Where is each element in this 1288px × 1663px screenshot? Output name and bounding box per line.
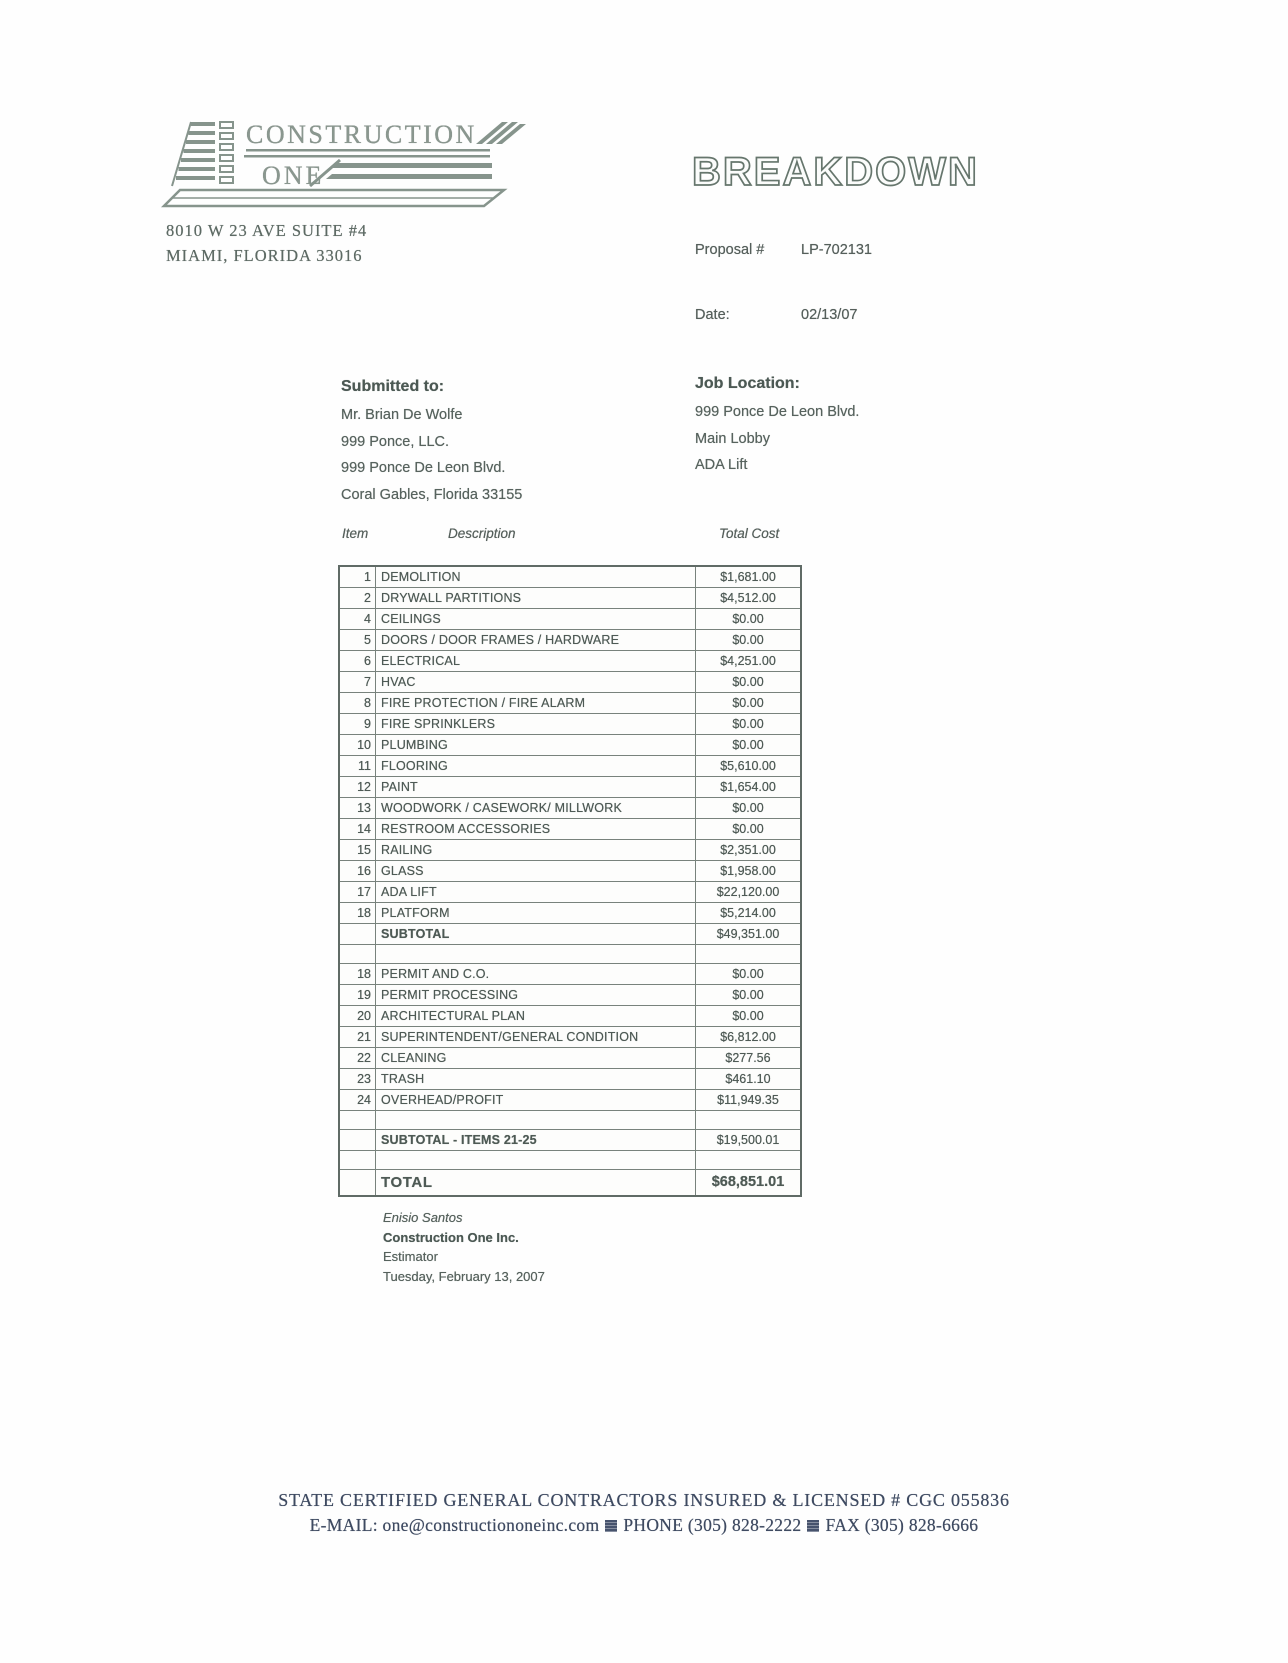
cell-description xyxy=(376,945,696,963)
cell-item-number xyxy=(340,1111,376,1129)
cell-total-cost: $0.00 xyxy=(732,696,764,710)
cell-description: SUBTOTAL xyxy=(376,924,696,944)
table-row xyxy=(340,1151,800,1170)
cell-total-cost xyxy=(696,945,800,963)
logo-text-one: ONE xyxy=(262,161,325,190)
cell-item-number xyxy=(340,945,376,963)
cell-item-number: 15 xyxy=(340,840,376,860)
cell-description: TOTAL xyxy=(376,1170,696,1195)
table-row xyxy=(340,588,800,609)
cell-total-cost: $0.00 xyxy=(732,633,764,647)
table-row xyxy=(340,693,800,714)
job-location-line: 999 Ponce De Leon Blvd. xyxy=(695,404,860,420)
table-row xyxy=(340,1090,800,1111)
job-location-section xyxy=(695,375,859,479)
cell-item-number: 11 xyxy=(340,756,376,776)
header-total-cost: Total Cost xyxy=(719,526,780,541)
cell-description: RAILING xyxy=(376,840,696,860)
date-value: 02/13/07 xyxy=(801,307,858,323)
cell-description: WOODWORK / CASEWORK/ MILLWORK xyxy=(376,798,696,818)
table-row xyxy=(340,777,800,798)
table-row xyxy=(340,1111,800,1130)
cell-total-cost: $2,351.00 xyxy=(720,843,776,857)
footer-license-line: STATE CERTIFIED GENERAL CONTRACTORS INSURED & LICENSED # CGC 055836 xyxy=(278,1490,1010,1510)
table-row xyxy=(340,924,800,945)
cell-total-cost: $0.00 xyxy=(732,738,764,752)
date-label: Date: xyxy=(695,307,730,323)
table-row xyxy=(340,945,800,964)
cell-item-number xyxy=(340,1151,376,1169)
job-location-line: ADA Lift xyxy=(695,457,748,473)
cell-item-number: 22 xyxy=(340,1048,376,1068)
cell-item-number: 9 xyxy=(340,714,376,734)
estimator-company: Construction One Inc. xyxy=(383,1229,519,1245)
cell-total-cost xyxy=(696,1111,800,1129)
table-row xyxy=(340,609,800,630)
submitted-to-line: 999 Ponce De Leon Blvd. xyxy=(341,460,506,476)
header-description: Description xyxy=(448,526,516,541)
table-row xyxy=(340,1048,800,1069)
table-row xyxy=(340,1130,800,1151)
cell-item-number: 2 xyxy=(340,588,376,608)
cell-total-cost: $22,120.00 xyxy=(716,885,780,899)
cell-item-number: 16 xyxy=(340,861,376,881)
cell-total-cost: $1,654.00 xyxy=(720,780,776,794)
table-row xyxy=(340,1027,800,1048)
cell-total-cost: $4,512.00 xyxy=(720,591,776,605)
cell-total-cost: $5,214.00 xyxy=(720,906,776,920)
footer xyxy=(0,1488,1288,1538)
cell-item-number xyxy=(340,1130,376,1150)
footer-fax: FAX (305) 828-6666 xyxy=(825,1515,979,1535)
footer-phone: PHONE (305) 828-2222 xyxy=(623,1515,802,1535)
cell-item-number: 14 xyxy=(340,819,376,839)
cell-total-cost: $68,851.01 xyxy=(711,1174,785,1190)
cell-description: OVERHEAD/PROFIT xyxy=(376,1090,696,1110)
table-row xyxy=(340,861,800,882)
cell-item-number: 19 xyxy=(340,985,376,1005)
cell-item-number: 1 xyxy=(340,567,376,587)
table-row xyxy=(340,672,800,693)
logo-text-construction: CONSTRUCTION xyxy=(246,120,477,149)
cell-item-number: 10 xyxy=(340,735,376,755)
submitted-to-line: Coral Gables, Florida 33155 xyxy=(341,486,523,503)
cell-total-cost: $4,251.00 xyxy=(720,654,776,668)
cell-item-number xyxy=(340,924,376,944)
cell-total-cost: $0.00 xyxy=(732,675,764,689)
cell-item-number: 21 xyxy=(340,1027,376,1047)
header-item: Item xyxy=(342,526,369,541)
cell-item-number: 7 xyxy=(340,672,376,692)
company-address-line2: MIAMI, FLORIDA 33016 xyxy=(166,246,363,265)
cell-item-number: 20 xyxy=(340,1006,376,1026)
cell-total-cost: $0.00 xyxy=(732,967,764,981)
table-row xyxy=(340,756,800,777)
signature-date: Tuesday, February 13, 2007 xyxy=(383,1268,545,1284)
footer-email: E-MAIL: one@constructiononeinc.com xyxy=(309,1515,600,1535)
company-address xyxy=(166,218,367,268)
cell-item-number: 13 xyxy=(340,798,376,818)
cell-total-cost: $0.00 xyxy=(732,1009,764,1023)
cost-table xyxy=(338,565,802,1197)
cell-total-cost: $0.00 xyxy=(732,822,764,836)
cell-description: DRYWALL PARTITIONS xyxy=(376,588,696,608)
cell-total-cost: $0.00 xyxy=(732,988,764,1002)
cell-item-number: 24 xyxy=(340,1090,376,1110)
company-address-line1: 8010 W 23 AVE SUITE #4 xyxy=(166,221,368,240)
cell-description: FIRE PROTECTION / FIRE ALARM xyxy=(376,693,696,713)
table-row xyxy=(340,1069,800,1090)
cell-total-cost: $49,351.00 xyxy=(716,927,780,941)
submitted-to-line: Mr. Brian De Wolfe xyxy=(341,407,463,423)
cell-item-number: 18 xyxy=(340,964,376,984)
cell-total-cost xyxy=(696,1151,800,1169)
cell-description: PAINT xyxy=(376,777,696,797)
cell-description xyxy=(376,1111,696,1129)
separator-square-icon xyxy=(605,1520,617,1532)
separator-square-icon xyxy=(807,1520,819,1532)
table-row xyxy=(340,630,800,651)
cell-item-number: 4 xyxy=(340,609,376,629)
cell-description: FLOORING xyxy=(376,756,696,776)
table-row xyxy=(340,714,800,735)
cell-description: DOORS / DOOR FRAMES / HARDWARE xyxy=(376,630,696,650)
table-row xyxy=(340,1170,800,1195)
table-row xyxy=(340,964,800,985)
cell-total-cost: $1,681.00 xyxy=(720,570,776,584)
cell-description: FIRE SPRINKLERS xyxy=(376,714,696,734)
cell-description: TRASH xyxy=(376,1069,696,1089)
job-location-line: Main Lobby xyxy=(695,430,770,447)
cell-description: PERMIT AND C.O. xyxy=(376,964,696,984)
cell-description: PLUMBING xyxy=(376,735,696,755)
cell-item-number: 18 xyxy=(340,903,376,923)
cell-total-cost: $6,812.00 xyxy=(720,1030,776,1044)
table-row xyxy=(340,1006,800,1027)
cell-item-number: 5 xyxy=(340,630,376,650)
table-row xyxy=(340,798,800,819)
table-row xyxy=(340,819,800,840)
proposal-number-label: Proposal # xyxy=(695,242,765,258)
table-row xyxy=(340,882,800,903)
cell-description: GLASS xyxy=(376,861,696,881)
cell-total-cost: $461.10 xyxy=(725,1072,771,1086)
job-location-heading: Job Location: xyxy=(695,375,800,392)
cell-total-cost: $5,610.00 xyxy=(720,759,776,773)
submitted-to-section xyxy=(341,378,522,508)
construction-one-logo xyxy=(158,110,530,212)
cell-item-number xyxy=(340,1170,376,1195)
document-title: BREAKDOWN xyxy=(692,150,979,194)
cell-total-cost: $0.00 xyxy=(732,717,764,731)
footer-contact-line xyxy=(0,1512,1288,1538)
cell-description: ADA LIFT xyxy=(376,882,696,902)
table-row xyxy=(340,840,800,861)
cell-total-cost: $0.00 xyxy=(732,801,764,815)
submitted-to-line: 999 Ponce, LLC. xyxy=(341,433,450,450)
submitted-to-heading: Submitted to: xyxy=(341,378,445,395)
table-row xyxy=(340,567,800,588)
cell-description: PLATFORM xyxy=(376,903,696,923)
cell-total-cost: $11,949.35 xyxy=(717,1093,779,1107)
table-row xyxy=(340,651,800,672)
cell-item-number: 12 xyxy=(340,777,376,797)
cell-description: SUPERINTENDENT/GENERAL CONDITION xyxy=(376,1027,696,1047)
cell-description: CEILINGS xyxy=(376,609,696,629)
proposal-number-row xyxy=(695,242,955,258)
signature-block xyxy=(383,1208,545,1286)
estimator-name: Enisio Santos xyxy=(383,1210,463,1225)
date-row xyxy=(695,307,955,323)
cell-description: DEMOLITION xyxy=(376,567,696,587)
cell-item-number: 8 xyxy=(340,693,376,713)
estimator-role: Estimator xyxy=(383,1249,438,1264)
table-row xyxy=(340,735,800,756)
cell-item-number: 6 xyxy=(340,651,376,671)
cell-description: SUBTOTAL - ITEMS 21-25 xyxy=(376,1130,696,1150)
cell-item-number: 17 xyxy=(340,882,376,902)
cell-description: RESTROOM ACCESSORIES xyxy=(376,819,696,839)
cell-total-cost: $1,958.00 xyxy=(720,864,776,878)
cell-description: PERMIT PROCESSING xyxy=(376,985,696,1005)
cell-item-number: 23 xyxy=(340,1069,376,1089)
cell-total-cost: $19,500.01 xyxy=(716,1133,780,1147)
cell-description: HVAC xyxy=(376,672,696,692)
cell-description xyxy=(376,1151,696,1169)
cell-description: ELECTRICAL xyxy=(376,651,696,671)
table-row xyxy=(340,985,800,1006)
cell-total-cost: $277.56 xyxy=(725,1051,771,1065)
cell-description: ARCHITECTURAL PLAN xyxy=(376,1006,696,1026)
cell-total-cost: $0.00 xyxy=(732,612,764,626)
cell-description: CLEANING xyxy=(376,1048,696,1068)
table-row xyxy=(340,903,800,924)
proposal-number-value: LP-702131 xyxy=(801,242,872,258)
